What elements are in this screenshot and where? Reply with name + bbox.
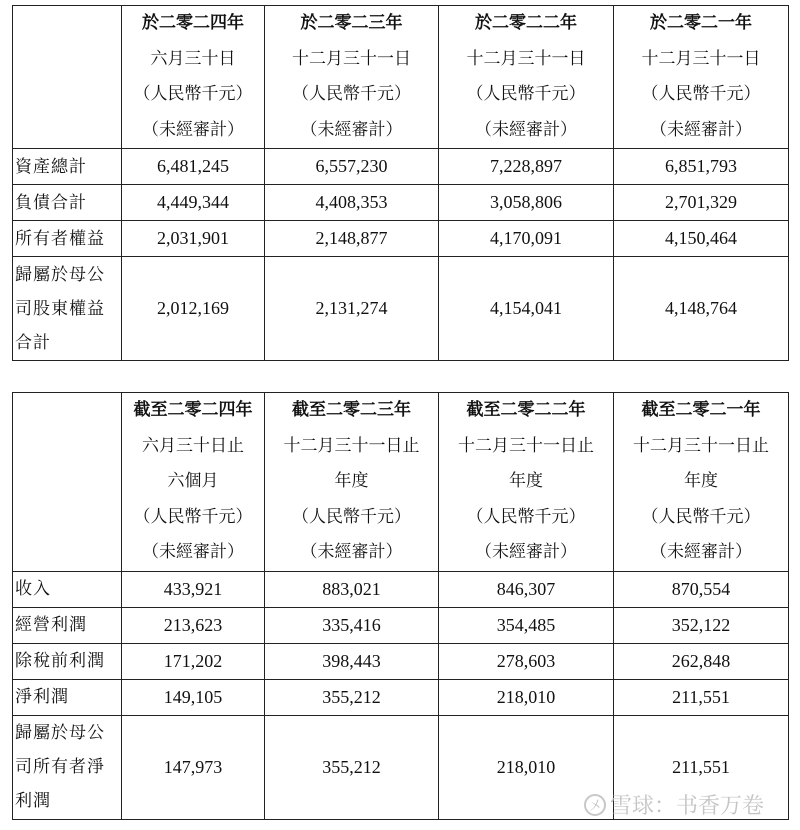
header-line: （人民幣千元） (133, 84, 253, 104)
header-line: （未經審計） (142, 542, 244, 562)
value-cell: 6,851,793 (614, 149, 789, 185)
row-label: 收入 (13, 571, 122, 607)
header-line: （人民幣千元） (133, 506, 253, 527)
header-line: 年度 (334, 471, 369, 491)
value-cell: 398,443 (265, 643, 439, 679)
header-line: （人民幣千元） (641, 506, 761, 527)
table-row (13, 149, 789, 185)
header-line: （人民幣千元） (292, 506, 411, 527)
value-cell: 6,557,230 (265, 149, 439, 185)
value-cell: 213,623 (122, 607, 265, 643)
value-cell: 149,105 (122, 679, 265, 715)
header-line: （未經審計） (300, 119, 403, 140)
row-label: 除稅前利潤 (13, 643, 122, 679)
row-label: 負債合計 (13, 185, 122, 221)
header-line: 於二零二二年 (475, 13, 577, 33)
table-row (13, 571, 789, 607)
value-cell: 4,154,041 (439, 257, 614, 361)
header-line: 六月三十日止 (142, 435, 244, 456)
value-cell: 6,481,245 (122, 149, 265, 185)
watermark (584, 789, 764, 820)
row-label (13, 715, 122, 819)
header-line: （人民幣千元） (466, 84, 586, 104)
table-row (13, 257, 789, 361)
header-line: 十二月三十一日 (641, 48, 761, 69)
value-cell: 7,228,897 (439, 149, 614, 185)
value-cell: 2,148,877 (265, 221, 439, 257)
header-line: 十二月三十一日止 (283, 435, 420, 456)
header-line: （未經審計） (142, 119, 244, 140)
header-line: 截至二零二一年 (641, 400, 761, 420)
header-line: （未經審計） (650, 542, 752, 562)
header-line: （人民幣千元） (466, 506, 586, 527)
column-header (614, 393, 789, 572)
header-line: 於二零二一年 (650, 13, 752, 33)
value-cell: 3,058,806 (439, 185, 614, 221)
value-cell: 354,485 (439, 607, 614, 643)
header-line: （未經審計） (650, 119, 752, 140)
value-cell: 4,449,344 (122, 185, 265, 221)
header-line: （未經審計） (300, 542, 403, 562)
header-line: 截至二零二四年 (133, 400, 253, 420)
value-cell: 4,148,764 (614, 257, 789, 361)
header-line: 於二零二四年 (142, 13, 244, 33)
watermark-text: 雪球：书香万卷 (610, 794, 765, 819)
table-row (13, 185, 789, 221)
row-label: 淨利潤 (13, 679, 122, 715)
empty-corner-cell (13, 393, 122, 572)
value-cell: 278,603 (439, 643, 614, 679)
balance-sheet-table (12, 5, 789, 361)
row-label: 經營利潤 (13, 607, 122, 643)
column-header (439, 393, 614, 572)
value-cell: 355,212 (265, 715, 439, 819)
value-cell: 352,122 (614, 607, 789, 643)
value-cell: 846,307 (439, 571, 614, 607)
header-line: 十二月三十一日止 (458, 435, 594, 456)
header-line: 十二月三十一日 (292, 48, 411, 69)
header-line: 截至二零二三年 (292, 400, 411, 420)
header-line: 截至二零二二年 (466, 400, 586, 420)
header-line: 六月三十日 (150, 48, 236, 69)
value-cell: 262,848 (614, 643, 789, 679)
value-cell: 218,010 (439, 715, 614, 819)
header-line: 六個月 (167, 471, 219, 491)
header-line: 於二零二三年 (300, 13, 403, 33)
value-cell: 433,921 (122, 571, 265, 607)
value-cell: 870,554 (614, 571, 789, 607)
table-row (13, 679, 789, 715)
value-cell: 218,010 (439, 679, 614, 715)
header-line: （未經審計） (475, 119, 577, 140)
table-row (13, 643, 789, 679)
income-statement-table (12, 392, 789, 820)
row-label: 所有者權益 (13, 221, 122, 257)
row-label (13, 257, 122, 361)
row-label-line: 歸屬於母公 (15, 723, 105, 743)
empty-corner-cell (13, 6, 122, 149)
column-header (265, 393, 439, 572)
table-row (13, 221, 789, 257)
value-cell: 2,701,329 (614, 185, 789, 221)
column-header (122, 393, 265, 572)
header-line: （人民幣千元） (292, 84, 411, 104)
value-cell: 147,973 (122, 715, 265, 819)
row-label-line: 利潤 (15, 791, 51, 811)
column-header (614, 6, 789, 149)
value-cell: 2,131,274 (265, 257, 439, 361)
row-label-line: 司股東權益 (15, 298, 105, 319)
value-cell: 355,212 (265, 679, 439, 715)
column-header (122, 6, 265, 149)
column-header (265, 6, 439, 149)
value-cell: 4,408,353 (265, 185, 439, 221)
row-label-line: 司所有者淨 (15, 757, 105, 777)
value-cell: 335,416 (265, 607, 439, 643)
header-line: 十二月三十一日 (466, 48, 586, 69)
header-line: （未經審計） (475, 542, 577, 562)
column-header (439, 6, 614, 149)
row-label: 資產總計 (13, 149, 122, 185)
row-label-line: 歸屬於母公 (15, 264, 105, 285)
header-row (13, 393, 789, 572)
value-cell: 4,170,091 (439, 221, 614, 257)
row-label-line: 合計 (15, 332, 51, 353)
value-cell: 171,202 (122, 643, 265, 679)
header-line: （人民幣千元） (641, 84, 761, 104)
value-cell: 883,021 (265, 571, 439, 607)
header-row (13, 6, 789, 149)
value-cell: 4,150,464 (614, 221, 789, 257)
header-line: 年度 (509, 471, 543, 491)
value-cell: 211,551 (614, 715, 789, 819)
table-row (13, 607, 789, 643)
header-line: 年度 (684, 471, 718, 491)
header-line: 十二月三十一日止 (633, 435, 769, 456)
value-cell: 2,031,901 (122, 221, 265, 257)
snowball-logo-icon: 〤 (584, 794, 606, 816)
value-cell: 211,551 (614, 679, 789, 715)
value-cell: 2,012,169 (122, 257, 265, 361)
